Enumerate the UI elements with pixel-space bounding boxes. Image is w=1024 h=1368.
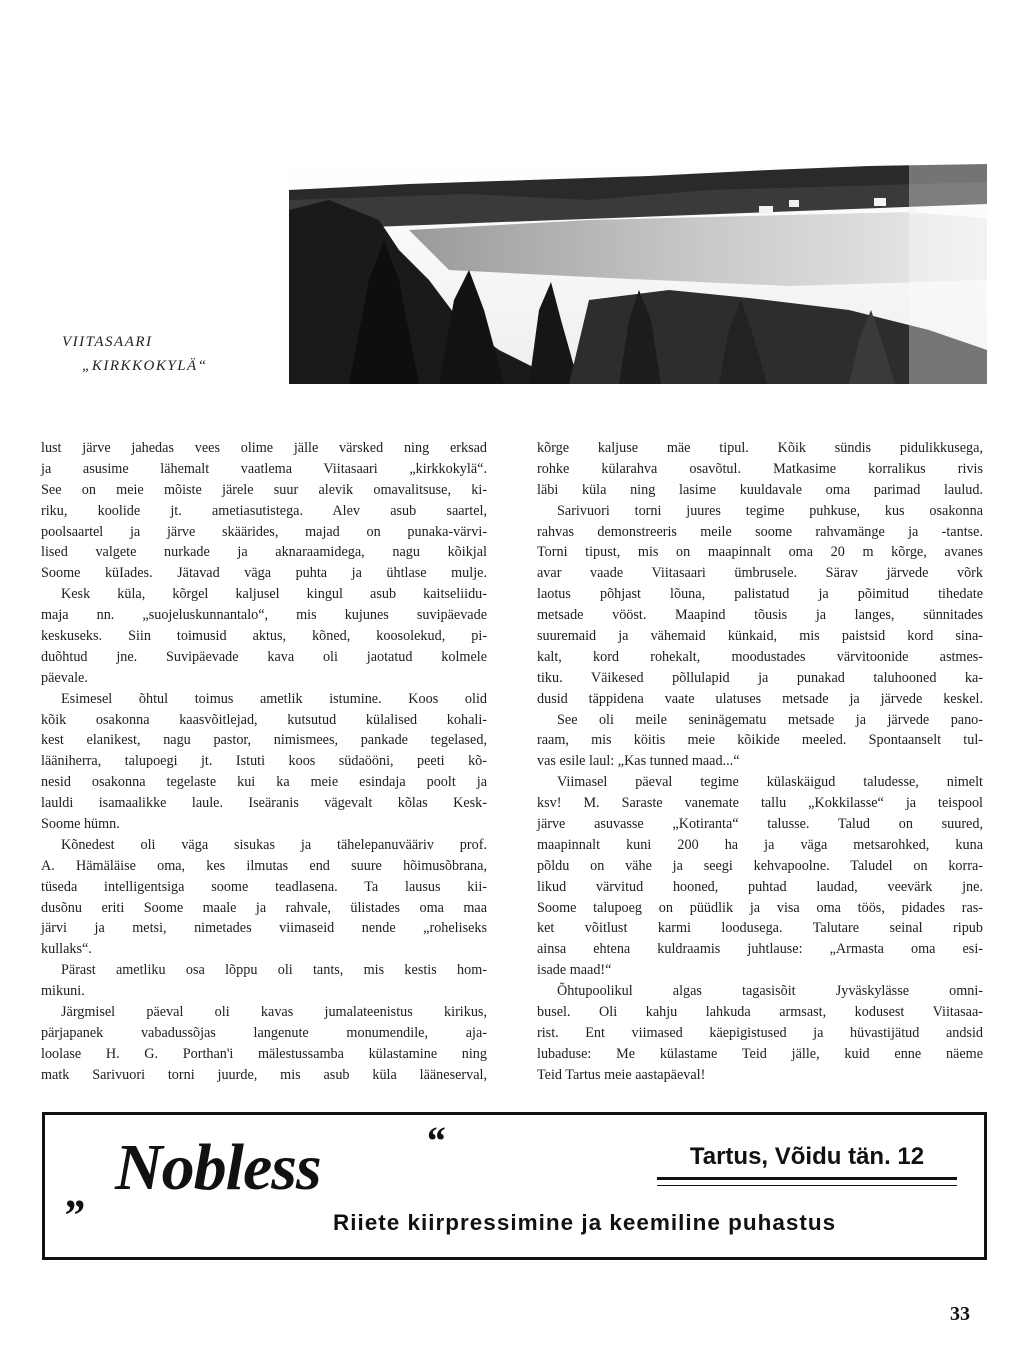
text-line: Soome talupoeg on püüdlik ja visa oma töös, pidades ras- [537,899,983,916]
text-line: maapinnalt kuni 200 ha ja väga metsarohked, kuna [537,836,983,853]
text-line: päevale. [41,669,88,686]
ad-address: Tartus, Võidu tän. 12 [657,1141,957,1180]
text-line: keskuseks. Siin toimusid aktus, kõned, koosolekud, pi- [41,628,487,645]
text-line: duõhtud jne. Suvipäevade kava oli jaotatud kolmele [41,648,487,665]
page-number: 33 [950,1303,970,1325]
text-line: suuremaid ja vähemaid künkaid, mis paistsid kord sina- [537,628,983,645]
text-line: Esimesel õhtul toimus ametlik istumine. Koos olid [61,690,487,707]
text-line: A. Hämäläise oma, kes ilmutas end suure hõimusõbrana, [41,857,487,874]
text-line: kest elanikest, nagu pastor, nimismees, pankade tegelased, [41,732,487,749]
ad-service-description: Riiete kiirpressimine ja keemiline puhastus [333,1210,837,1235]
text-line: maja nn. „suojeluskunnantalo“, mis kujunes suvipäevade [41,607,487,624]
text-line: Kõnedest oli väga sisukas ja tähelepanuvääriv prof. [61,836,487,853]
text-line: Pärast ametliku osa lõppu oli tants, mis kestis hom- [61,962,487,979]
text-line: kõik osakonna kaasvõitlejad, kutsutud külalised kohali- [41,711,487,728]
text-line: lust järve jahedas vees olime jälle värsked ning erksad [41,440,487,456]
text-line: Kesk küla, kõrgel kaljusel kingul asub kaitseliidu- [61,586,487,603]
text-line: lised valgete nurkade ja aknaraamidega, nagu kõikjal [41,544,487,561]
text-line: dusõnu eriti Soome maale ja rahvale, ülistades oma maa [41,899,487,916]
text-line: Õhtupoolikul algas tagasisõit Jyväskylässe omni- [557,983,983,1000]
text-line: läbi küla ning lasime kuuldavale oma parimad laulud. [537,481,983,498]
text-line: rist. Ent viimased käepigistused ja hüvastijätud andsid [537,1024,983,1041]
caption-place-name: VIITASAARI [62,334,153,350]
photo-caption [62,330,208,378]
ad-closing-quote: “ [425,1118,445,1163]
text-line: tiku. Väikesed põllulapid ja punakad taluhooned ka- [537,669,983,686]
text-line: See on meie mõiste järele suur alevik omavalitsuse, ki- [41,481,487,498]
text-line: lääniherra, talupoegi jt. Istuti koos südaööni, peeti kõ- [41,753,487,770]
text-line: Järgmisel päeval oli kavas jumalateenistus kirikus, [61,1004,487,1021]
text-line: rahvas demonstreeris meile soome rahvamänge ja -tantse. [537,523,983,540]
text-line: likud värvitud hooned, puhtad laudad, veevärk jne. [537,878,983,895]
text-line: ket võitlust karmi loodusega. Talutare seinal ripub [537,920,983,937]
text-line: Viimasel päeval tegime külaskäigud taludesse, nimelt [557,774,983,791]
text-line: vas esile laul: „Kas tunned maad...“ [537,753,740,770]
text-line: lauldi isamaalikke laule. Iseäranis vägevalt kõlas Kesk- [41,795,487,812]
text-line: ja asusime lähemalt vaatlema Viitasaari „kirkkokylä“. [41,460,487,477]
text-line: järve asuvasse „Kotiranta“ talusse. Talud on suured, [537,816,983,833]
text-line: nesid osakonna tegelaste kui ka meie esindaja poolt ja [41,774,487,791]
text-line: riku, koolide jt. ametiasutistega. Alev asub saartel, [41,502,487,519]
text-line: ainsa ehtena kuldraamis juhtlause: „Armasta oma esi- [537,941,983,958]
text-line: poolsaartel ja järve skäärides, majad on punaka-värvi- [41,523,487,540]
text-line: tüseda intelligentsiga soome teadlasena. Ta lausus kii- [41,878,487,895]
text-line: Soome hümn. [41,816,120,833]
text-line: loolase H. G. Porthan'i mälestussamba külastamine ning [41,1045,487,1062]
text-line: isade maad!“ [537,962,612,979]
text-line: kullaks“. [41,941,92,958]
text-line: Sarivuori torni juures tegime puhkuse, kus osakonna [557,502,983,519]
text-line: põldu on vähe ja seegi kehvapoolne. Taludel on korra- [537,857,983,874]
caption-place-subtitle: „KIRKKOKYLÄ“ [82,358,208,374]
text-line: pärjapanek vabadussõjas langenute monumendile, aja- [41,1024,487,1041]
text-line: See oli meile seninägematu metsade ja järvede pano- [557,711,983,728]
text-line: kalt, kord rohekalt, moodustades värvitoonide astmes- [537,648,983,665]
landscape-photo [289,160,987,384]
text-line: matk Sarivuori torni juurde, mis asub küla lääneserval, [41,1066,487,1083]
text-line: rohke külarahva osavõtul. Matkasime korralikus rivis [537,460,983,477]
text-line: mikuni. [41,983,85,1000]
text-line: Torni tipust, mis on maapinnalt oma 20 m kõrge, avanes [537,544,983,561]
ad-brand-name: Nobless [115,1131,321,1204]
text-line: metsade vööst. Maapind tõusis ja langes, sünnitades [537,607,983,624]
text-line: Teid Tartus meie aastapäeval! [537,1066,706,1083]
text-line: kõrge kaljuse mäe tipul. Kõik sündis pidulikkusega, [537,440,983,456]
text-line: järvi ja metsi, nimetades viimaseid nende „roheliseks [41,920,487,937]
text-line: laotus põhjast lõuna, palistatud ja põimitud tihedate [537,586,983,603]
text-line: Soome küIades. Jätavad väga puhta ja ühtlase mulje. [41,565,487,582]
text-line: lubaduse: Me külastame Teid jälle, kuid enne näeme [537,1045,983,1062]
article-left-column [41,438,487,1086]
ad-divider [657,1185,957,1186]
text-line: dusid täppidena vaate ulatuses metsade ja järvede keskel. [537,690,983,707]
text-line: avar vaade Viitasaari ümbrusele. Särav järvede võrk [537,565,983,582]
ad-opening-quote: „ [66,1168,88,1217]
article-right-column [537,438,983,1086]
text-line: raam, mis köitis meie kõikide meeled. Spontaanselt tul- [537,732,983,749]
text-line: busel. Oli kahju lahkuda armsast, kodusest Viitasaa- [537,1004,983,1021]
advertisement-box [42,1112,987,1260]
text-line: ksv! M. Saraste vanemate tallu „Kokkilasse“ ja teispool [537,795,983,812]
